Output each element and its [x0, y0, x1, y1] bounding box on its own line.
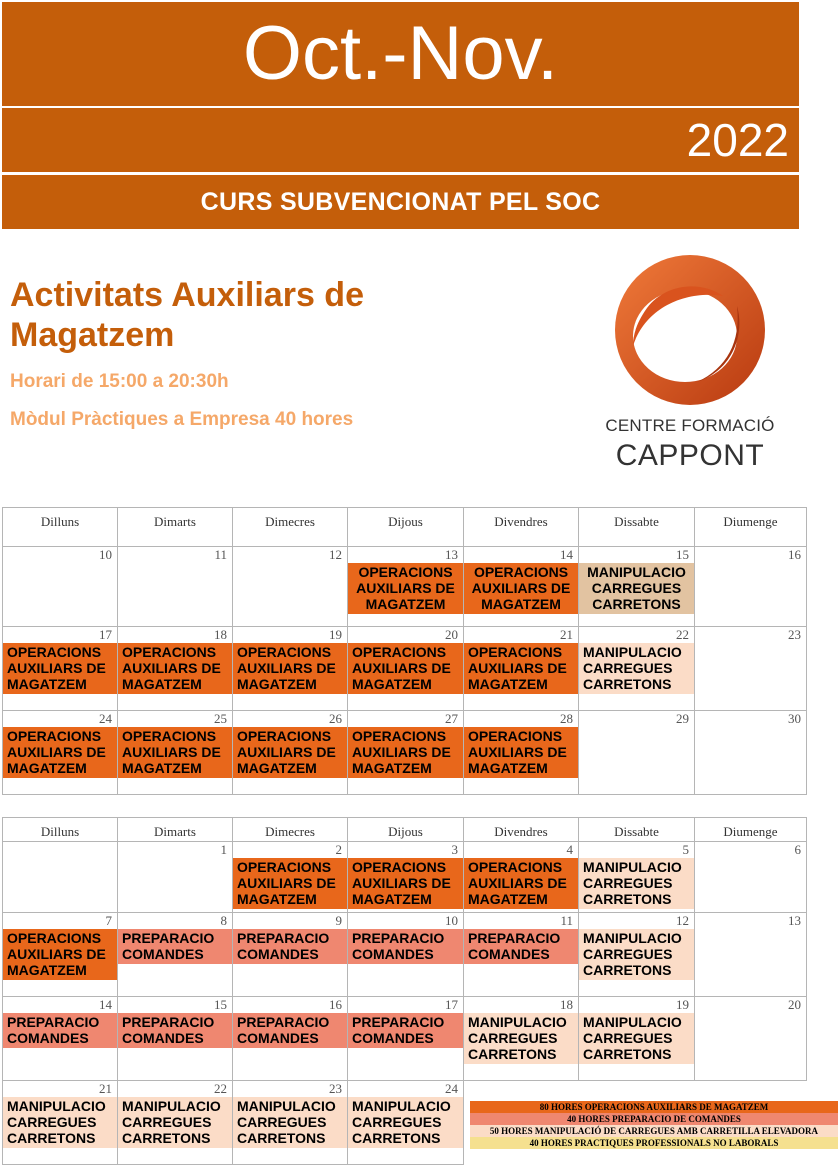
calendar-day [579, 627, 695, 711]
calendar-day [695, 547, 807, 627]
calendar-day [348, 1081, 464, 1165]
activity-ops: OPERACIONS AUXILIARS DE MAGATZEM [464, 643, 578, 694]
weekday-dijous: Dijous [348, 818, 464, 842]
calendar-day [233, 547, 348, 627]
day-number: 8 [220, 913, 227, 928]
calendar-day [118, 997, 233, 1081]
calendar-day [579, 547, 695, 627]
year-label: 2022 [686, 114, 789, 166]
day-number: 24 [445, 1081, 458, 1096]
legend-prac: 40 HORES PRACTIQUES PROFESSIONALS NO LABORALS [470, 1137, 838, 1149]
day-number: 10 [99, 547, 112, 562]
activity-ops: OPERACIONS AUXILIARS DE MAGATZEM [348, 858, 463, 909]
day-number: 10 [445, 913, 458, 928]
activity-mani: MANIPULACIO CARREGUES CARRETONS [579, 929, 694, 980]
subsidy-label: CURS SUBVENCIONAT PEL SOC [200, 188, 601, 216]
day-number: 27 [445, 711, 458, 726]
calendar-day [3, 547, 118, 627]
weekday-dijous: Dijous [348, 508, 464, 547]
activity-ops: OPERACIONS AUXILIARS DE MAGATZEM [233, 858, 347, 909]
day-number: 1 [220, 842, 227, 857]
calendar-week-row [3, 547, 807, 627]
day-number: 11 [560, 913, 573, 928]
calendar-day [695, 627, 807, 711]
weekday-dimecres: Dimecres [233, 818, 348, 842]
calendar-day [579, 711, 695, 795]
activity-mani: MANIPULACIO CARREGUES CARRETONS [579, 1013, 694, 1064]
day-number: 18 [560, 997, 573, 1012]
calendar-day [118, 842, 233, 913]
legend-prep: 40 HORES PREPARACIO DE COMANDES [470, 1113, 838, 1125]
day-number: 13 [445, 547, 458, 562]
day-number: 4 [566, 842, 573, 857]
day-number: 14 [560, 547, 573, 562]
calendar-week-row [3, 842, 807, 913]
calendar-day [348, 711, 464, 795]
day-number: 11 [214, 547, 227, 562]
weekday-divendres: Divendres [464, 508, 579, 547]
calendar-day [118, 627, 233, 711]
calendar-week-row [3, 997, 807, 1081]
calendar-day [464, 711, 579, 795]
calendar-day [464, 997, 579, 1081]
calendar-day [3, 627, 118, 711]
activity-ops: OPERACIONS AUXILIARS DE MAGATZEM [348, 727, 463, 778]
course-title: Activitats Auxiliars de Magatzem [10, 276, 364, 354]
activity-ops: OPERACIONS AUXILIARS DE MAGATZEM [348, 563, 463, 614]
calendar-day [348, 547, 464, 627]
legend-ops: 80 HORES OPERACIONS AUXILIARS DE MAGATZEM [470, 1101, 838, 1113]
calendar-week-row [3, 627, 807, 711]
weekday-dissabte: Dissabte [579, 818, 695, 842]
calendar-day [3, 842, 118, 913]
day-number: 13 [788, 913, 801, 928]
calendar-day [464, 913, 579, 997]
day-number: 30 [788, 711, 801, 726]
activity-prep: PREPARACIO COMANDES [118, 1013, 232, 1048]
activity-ops: OPERACIONS AUXILIARS DE MAGATZEM [3, 929, 117, 980]
activity-prep: PREPARACIO COMANDES [3, 1013, 117, 1048]
day-number: 21 [99, 1081, 112, 1096]
activity-ops: OPERACIONS AUXILIARS DE MAGATZEM [118, 727, 232, 778]
october-calendar [2, 507, 807, 795]
activity-prep: PREPARACIO COMANDES [348, 1013, 463, 1048]
day-number: 12 [329, 547, 342, 562]
logo-ring-icon [605, 250, 775, 410]
calendar-day [3, 711, 118, 795]
cappont-logo [605, 250, 775, 480]
day-number [3, 842, 117, 858]
activity-prep: PREPARACIO COMANDES [233, 1013, 347, 1048]
calendar-day [464, 842, 579, 913]
day-number: 25 [214, 711, 227, 726]
day-number: 15 [214, 997, 227, 1012]
calendar-day [118, 1081, 233, 1165]
calendar-day [233, 627, 348, 711]
calendar-day [348, 842, 464, 913]
calendar-day [348, 913, 464, 997]
day-number: 16 [788, 547, 801, 562]
calendar-day [3, 997, 118, 1081]
calendar-day [695, 842, 807, 913]
day-number: 19 [329, 627, 342, 642]
subsidy-banner [2, 175, 799, 229]
calendar-day [233, 842, 348, 913]
calendar-day [579, 913, 695, 997]
weekday-dilluns: Dilluns [3, 508, 118, 547]
weekday-header-row [3, 508, 807, 547]
day-number: 28 [560, 711, 573, 726]
day-number: 3 [451, 842, 458, 857]
day-number: 16 [329, 997, 342, 1012]
weekday-diumenge: Diumenge [695, 818, 807, 842]
activity-ops: OPERACIONS AUXILIARS DE MAGATZEM [464, 727, 578, 778]
course-module: Mòdul Pràctiques a Empresa 40 hores [10, 409, 354, 430]
activity-ops: OPERACIONS AUXILIARS DE MAGATZEM [464, 563, 578, 614]
weekday-dimecres: Dimecres [233, 508, 348, 547]
course-schedule: Horari de 15:00 a 20:30h [10, 371, 229, 392]
weekday-dimarts: Dimarts [118, 508, 233, 547]
day-number: 22 [214, 1081, 227, 1096]
activity-ops: OPERACIONS AUXILIARS DE MAGATZEM [3, 727, 117, 778]
calendar-week-row [3, 711, 807, 795]
day-number: 7 [105, 913, 112, 928]
day-number: 19 [676, 997, 689, 1012]
activity-ops: OPERACIONS AUXILIARS DE MAGATZEM [348, 643, 463, 694]
weekday-diumenge: Diumenge [695, 508, 807, 547]
weekday-dilluns: Dilluns [3, 818, 118, 842]
calendar-day [695, 711, 807, 795]
activity-prep: PREPARACIO COMANDES [233, 929, 347, 964]
calendar-day [464, 627, 579, 711]
month-title: Oct.-Nov. [242, 11, 559, 96]
calendar-day [233, 997, 348, 1081]
calendar-day [118, 547, 233, 627]
activity-mani: MANIPULACIO CARREGUES CARRETONS [579, 643, 694, 694]
day-number: 21 [560, 627, 573, 642]
activity-prep: PREPARACIO COMANDES [118, 929, 232, 964]
calendar-day [233, 913, 348, 997]
activity-ops: OPERACIONS AUXILIARS DE MAGATZEM [118, 643, 232, 694]
activity-ops: OPERACIONS AUXILIARS DE MAGATZEM [464, 858, 578, 909]
day-number: 17 [99, 627, 112, 642]
day-number: 6 [794, 842, 801, 857]
calendar-day [695, 997, 807, 1081]
month-banner [2, 2, 799, 106]
day-number: 2 [335, 842, 342, 857]
weekday-header-row [3, 818, 807, 842]
activity-mani-dark: MANIPULACIO CARREGUES CARRETONS [579, 563, 694, 614]
activity-ops: OPERACIONS AUXILIARS DE MAGATZEM [233, 727, 347, 778]
day-number: 5 [682, 842, 689, 857]
activity-ops: OPERACIONS AUXILIARS DE MAGATZEM [233, 643, 347, 694]
calendar-day [3, 913, 118, 997]
day-number: 17 [445, 997, 458, 1012]
logo-line-2: CAPPONT [615, 439, 765, 472]
calendar-day [3, 1081, 118, 1165]
day-number: 18 [214, 627, 227, 642]
weekday-dissabte: Dissabte [579, 508, 695, 547]
calendar-day [695, 913, 807, 997]
calendar-day [233, 711, 348, 795]
day-number: 26 [329, 711, 342, 726]
logo-line-1: CENTRE FORMACIÓ [605, 416, 775, 435]
day-number: 29 [676, 711, 689, 726]
day-number: 9 [335, 913, 342, 928]
activity-prep: PREPARACIO COMANDES [348, 929, 463, 964]
day-number: 23 [788, 627, 801, 642]
activity-mani: MANIPULACIO CARREGUES CARRETONS [464, 1013, 578, 1064]
day-number: 24 [99, 711, 112, 726]
calendar-day [579, 997, 695, 1081]
activity-mani: MANIPULACIO CARREGUES CARRETONS [233, 1097, 347, 1148]
day-number: 20 [445, 627, 458, 642]
hours-legend [470, 1101, 838, 1149]
day-number: 14 [99, 997, 112, 1012]
calendar-week-row [3, 913, 807, 997]
activity-mani: MANIPULACIO CARREGUES CARRETONS [348, 1097, 463, 1148]
calendar-day [233, 1081, 348, 1165]
calendar-day [118, 711, 233, 795]
calendar-day [118, 913, 233, 997]
weekday-divendres: Divendres [464, 818, 579, 842]
calendar-day [348, 627, 464, 711]
calendar-day [464, 547, 579, 627]
activity-mani: MANIPULACIO CARREGUES CARRETONS [118, 1097, 232, 1148]
weekday-dimarts: Dimarts [118, 818, 233, 842]
activity-ops: OPERACIONS AUXILIARS DE MAGATZEM [3, 643, 117, 694]
activity-prep: PREPARACIO COMANDES [464, 929, 578, 964]
day-number: 20 [788, 997, 801, 1012]
year-banner [2, 108, 799, 172]
day-number: 15 [676, 547, 689, 562]
calendar-day [348, 997, 464, 1081]
activity-mani: MANIPULACIO CARREGUES CARRETONS [3, 1097, 117, 1148]
calendar-day [579, 842, 695, 913]
day-number: 12 [676, 913, 689, 928]
day-number: 23 [329, 1081, 342, 1096]
legend-mani: 50 HORES MANIPULACIÓ DE CARREGUES AMB CARRETILLA ELEVADORA [470, 1125, 838, 1137]
day-number: 22 [676, 627, 689, 642]
activity-mani: MANIPULACIO CARREGUES CARRETONS [579, 858, 694, 909]
